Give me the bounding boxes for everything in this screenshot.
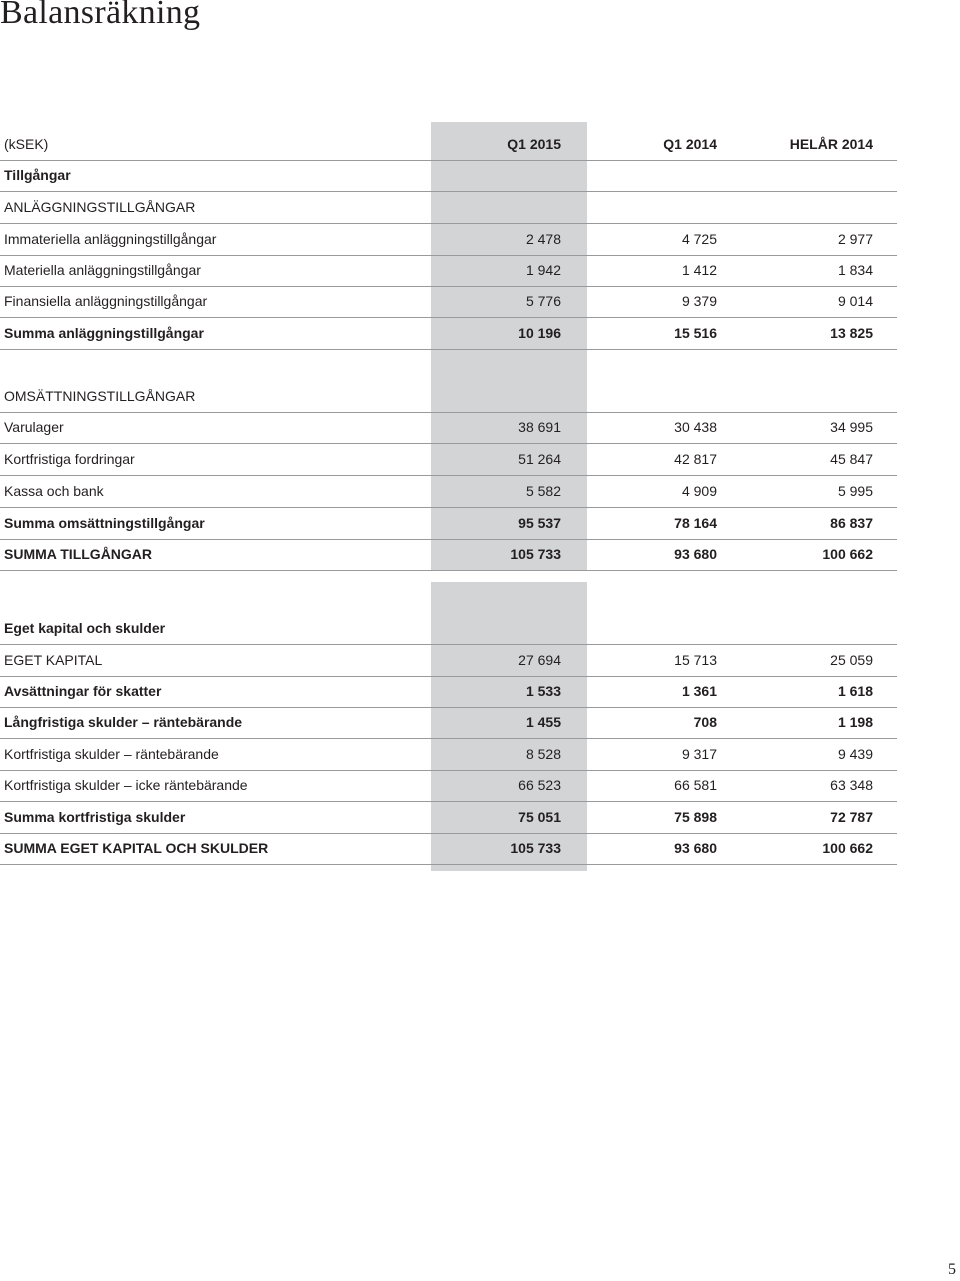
value-q1-2015: 51 264	[518, 451, 561, 467]
row-label: Immateriella anläggningstillgångar	[4, 231, 217, 247]
value-q1-2014: 30 438	[674, 419, 717, 435]
value-helar-2014: 100 662	[822, 546, 873, 562]
value-q1-2015: 27 694	[518, 652, 561, 668]
table-row	[0, 255, 897, 287]
value-helar-2014: 25 059	[830, 652, 873, 668]
value-q1-2014: 4 909	[681, 483, 717, 499]
subsection-heading: OMSÄTTNINGSTILLGÅNGAR	[4, 388, 196, 404]
column-header-q1-2014: Q1 2014	[663, 136, 717, 152]
table-row	[0, 676, 897, 708]
table-row	[0, 412, 897, 444]
value-helar-2014: 5 995	[837, 483, 873, 499]
value-q1-2015: 105 733	[510, 546, 561, 562]
row-label: Kassa och bank	[4, 483, 104, 499]
value-q1-2015: 95 537	[518, 515, 561, 531]
section-heading-row	[0, 613, 897, 645]
page-number: 5	[948, 1261, 956, 1278]
row-label: Materiella anläggningstillgångar	[4, 262, 201, 278]
row-label: Finansiella anläggningstillgångar	[4, 293, 208, 309]
subtotal-row	[0, 508, 897, 540]
value-q1-2015: 38 691	[518, 419, 561, 435]
page-title: Balansräkning	[0, 0, 201, 31]
value-q1-2014: 66 581	[674, 777, 717, 793]
row-label: Kortfristiga fordringar	[4, 451, 135, 467]
value-q1-2014: 42 817	[674, 451, 717, 467]
subtotal-row	[0, 802, 897, 834]
value-helar-2014: 45 847	[830, 451, 873, 467]
table-row	[0, 286, 897, 318]
row-label: Kortfristiga skulder – icke räntebärande	[4, 777, 248, 793]
value-helar-2014: 72 787	[830, 809, 873, 825]
value-helar-2014: 1 618	[837, 683, 873, 699]
value-q1-2015: 66 523	[518, 777, 561, 793]
value-q1-2014: 15 516	[674, 325, 717, 341]
value-q1-2014: 708	[693, 714, 717, 730]
section-heading-row	[0, 160, 897, 192]
table-row	[0, 476, 897, 508]
total-row	[0, 833, 897, 865]
row-label: SUMMA EGET KAPITAL OCH SKULDER	[4, 840, 269, 856]
row-label: Kortfristiga skulder – räntebärande	[4, 746, 219, 762]
value-helar-2014: 1 198	[837, 714, 873, 730]
row-label: Summa kortfristiga skulder	[4, 809, 186, 825]
value-helar-2014: 86 837	[830, 515, 873, 531]
value-q1-2015: 1 942	[525, 262, 561, 278]
table-row	[0, 645, 897, 677]
table-row	[0, 224, 897, 256]
value-q1-2014: 9 379	[681, 293, 717, 309]
value-helar-2014: 9 014	[837, 293, 873, 309]
row-label: Summa omsättningstillgångar	[4, 515, 205, 531]
value-helar-2014: 34 995	[830, 419, 873, 435]
value-helar-2014: 9 439	[837, 746, 873, 762]
table-row	[0, 707, 897, 739]
section-heading: Eget kapital och skulder	[4, 620, 166, 636]
section-heading: Tillgångar	[4, 167, 71, 183]
value-q1-2014: 93 680	[674, 546, 717, 562]
row-label: Långfristiga skulder – räntebärande	[4, 714, 243, 730]
value-q1-2014: 1 361	[681, 683, 717, 699]
value-helar-2014: 2 977	[837, 231, 873, 247]
subtotal-row	[0, 318, 897, 350]
row-label: SUMMA TILLGÅNGAR	[4, 546, 153, 562]
unit-label: (kSEK)	[4, 136, 49, 152]
value-q1-2014: 1 412	[681, 262, 717, 278]
table-row	[0, 739, 897, 771]
total-row	[0, 539, 897, 571]
subsection-heading: ANLÄGGNINGSTILLGÅNGAR	[4, 199, 196, 215]
value-q1-2014: 93 680	[674, 840, 717, 856]
row-label: Varulager	[4, 419, 64, 435]
value-q1-2015: 1 533	[525, 683, 561, 699]
value-q1-2015: 1 455	[525, 714, 561, 730]
value-q1-2014: 15 713	[674, 652, 717, 668]
column-header-q1-2015: Q1 2015	[507, 136, 561, 152]
value-q1-2015: 10 196	[518, 325, 561, 341]
value-q1-2015: 2 478	[525, 231, 561, 247]
value-q1-2015: 8 528	[525, 746, 561, 762]
value-q1-2015: 75 051	[518, 809, 561, 825]
value-q1-2015: 5 582	[525, 483, 561, 499]
value-q1-2014: 9 317	[681, 746, 717, 762]
row-label: EGET KAPITAL	[4, 652, 103, 668]
value-helar-2014: 13 825	[830, 325, 873, 341]
subsection-heading-row	[0, 381, 897, 413]
row-label: Summa anläggningstillgångar	[4, 325, 204, 341]
column-header-helar-2014: HELÅR 2014	[789, 136, 873, 152]
value-helar-2014: 1 834	[837, 262, 873, 278]
table-row	[0, 770, 897, 802]
table-header-row	[0, 129, 897, 161]
value-q1-2014: 78 164	[674, 515, 717, 531]
value-q1-2015: 105 733	[510, 840, 561, 856]
value-q1-2014: 75 898	[674, 809, 717, 825]
value-helar-2014: 63 348	[830, 777, 873, 793]
subsection-heading-row	[0, 192, 897, 224]
value-q1-2014: 4 725	[681, 231, 717, 247]
value-helar-2014: 100 662	[822, 840, 873, 856]
value-q1-2015: 5 776	[525, 293, 561, 309]
row-label: Avsättningar för skatter	[4, 683, 162, 699]
table-row	[0, 444, 897, 476]
